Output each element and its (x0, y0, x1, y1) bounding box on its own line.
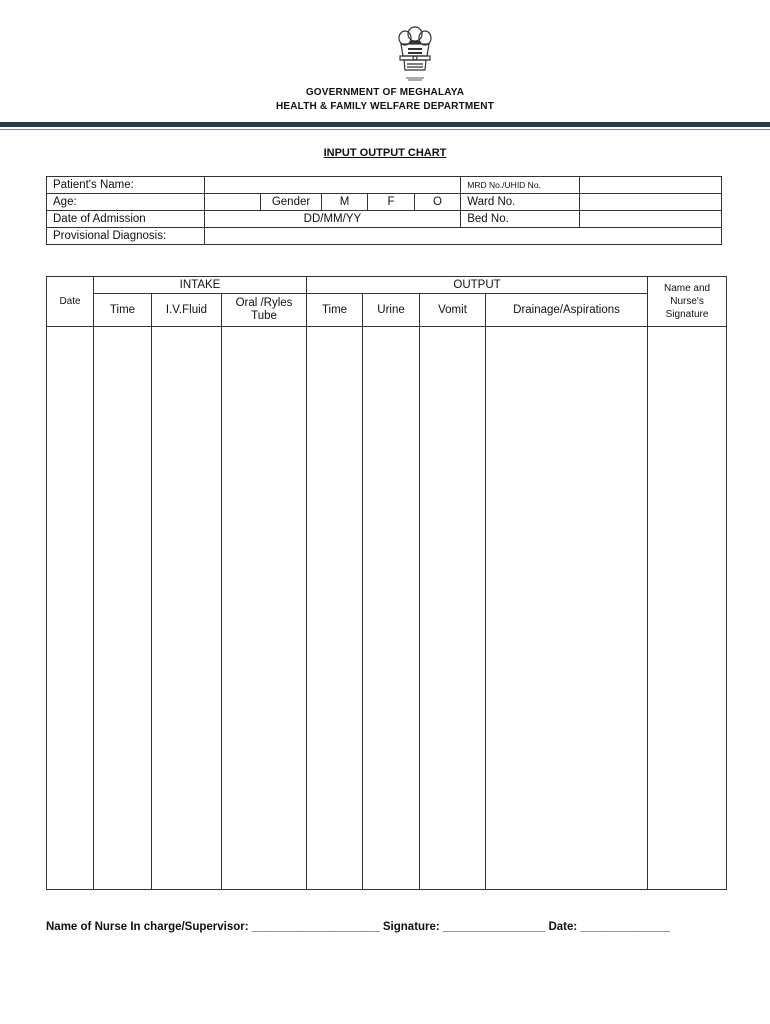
header-department: HEALTH & FAMILY WELFARE DEPARTMENT (275, 101, 495, 112)
intake-time-cell[interactable] (94, 327, 152, 890)
header-divider-thin (0, 129, 770, 130)
admission-date-field[interactable]: DD/MM/YY (204, 211, 461, 228)
patient-name-label: Patient's Name: (47, 177, 205, 194)
gender-option-o[interactable]: O (414, 194, 460, 211)
drainage-header: Drainage/Aspirations (486, 294, 648, 327)
bed-field[interactable] (580, 211, 722, 228)
header-government: GOVERNMENT OF MEGHALAYA (305, 87, 465, 98)
drainage-cell[interactable] (486, 327, 648, 890)
output-time-header: Time (307, 294, 363, 327)
admission-date-label: Date of Admission (47, 211, 205, 228)
mrd-field[interactable] (580, 177, 722, 194)
input-output-table (46, 276, 727, 890)
page-title: INPUT OUTPUT CHART (323, 147, 447, 159)
output-header: OUTPUT (307, 277, 648, 294)
age-label: Age: (47, 194, 205, 211)
oral-ryles-cell[interactable] (222, 327, 307, 890)
patient-info-table (46, 176, 722, 245)
age-field[interactable] (204, 194, 261, 211)
output-time-cell[interactable] (307, 327, 363, 890)
date-column-cell[interactable] (47, 327, 94, 890)
footer-supervisor-line: Name of Nurse In charge/Supervisor: ____________________ Signature: ________________ Date: ______________ (46, 921, 670, 933)
bed-label: Bed No. (461, 211, 580, 228)
gender-option-m[interactable]: M (321, 194, 367, 211)
vomit-cell[interactable] (420, 327, 486, 890)
intake-header: INTAKE (94, 277, 307, 294)
ward-label: Ward No. (461, 194, 580, 211)
patient-name-field[interactable] (204, 177, 461, 194)
diagnosis-field[interactable] (204, 228, 721, 245)
gender-option-f[interactable]: F (368, 194, 414, 211)
urine-header: Urine (363, 294, 420, 327)
iv-fluid-header: I.V.Fluid (152, 294, 222, 327)
signature-header: Name and Nurse's Signature (648, 277, 727, 327)
urine-cell[interactable] (363, 327, 420, 890)
intake-time-header: Time (94, 294, 152, 327)
gender-label: Gender (261, 194, 322, 211)
mrd-label: MRD No./UHID No. (461, 177, 580, 194)
header-divider (0, 122, 770, 127)
iv-fluid-cell[interactable] (152, 327, 222, 890)
date-header: Date (47, 277, 94, 327)
diagnosis-label: Provisional Diagnosis: (47, 228, 205, 245)
vomit-header: Vomit (420, 294, 486, 327)
state-emblem-icon (392, 22, 438, 84)
ward-field[interactable] (580, 194, 722, 211)
oral-ryles-header: Oral /Ryles Tube (222, 294, 307, 327)
signature-cell[interactable] (648, 327, 727, 890)
